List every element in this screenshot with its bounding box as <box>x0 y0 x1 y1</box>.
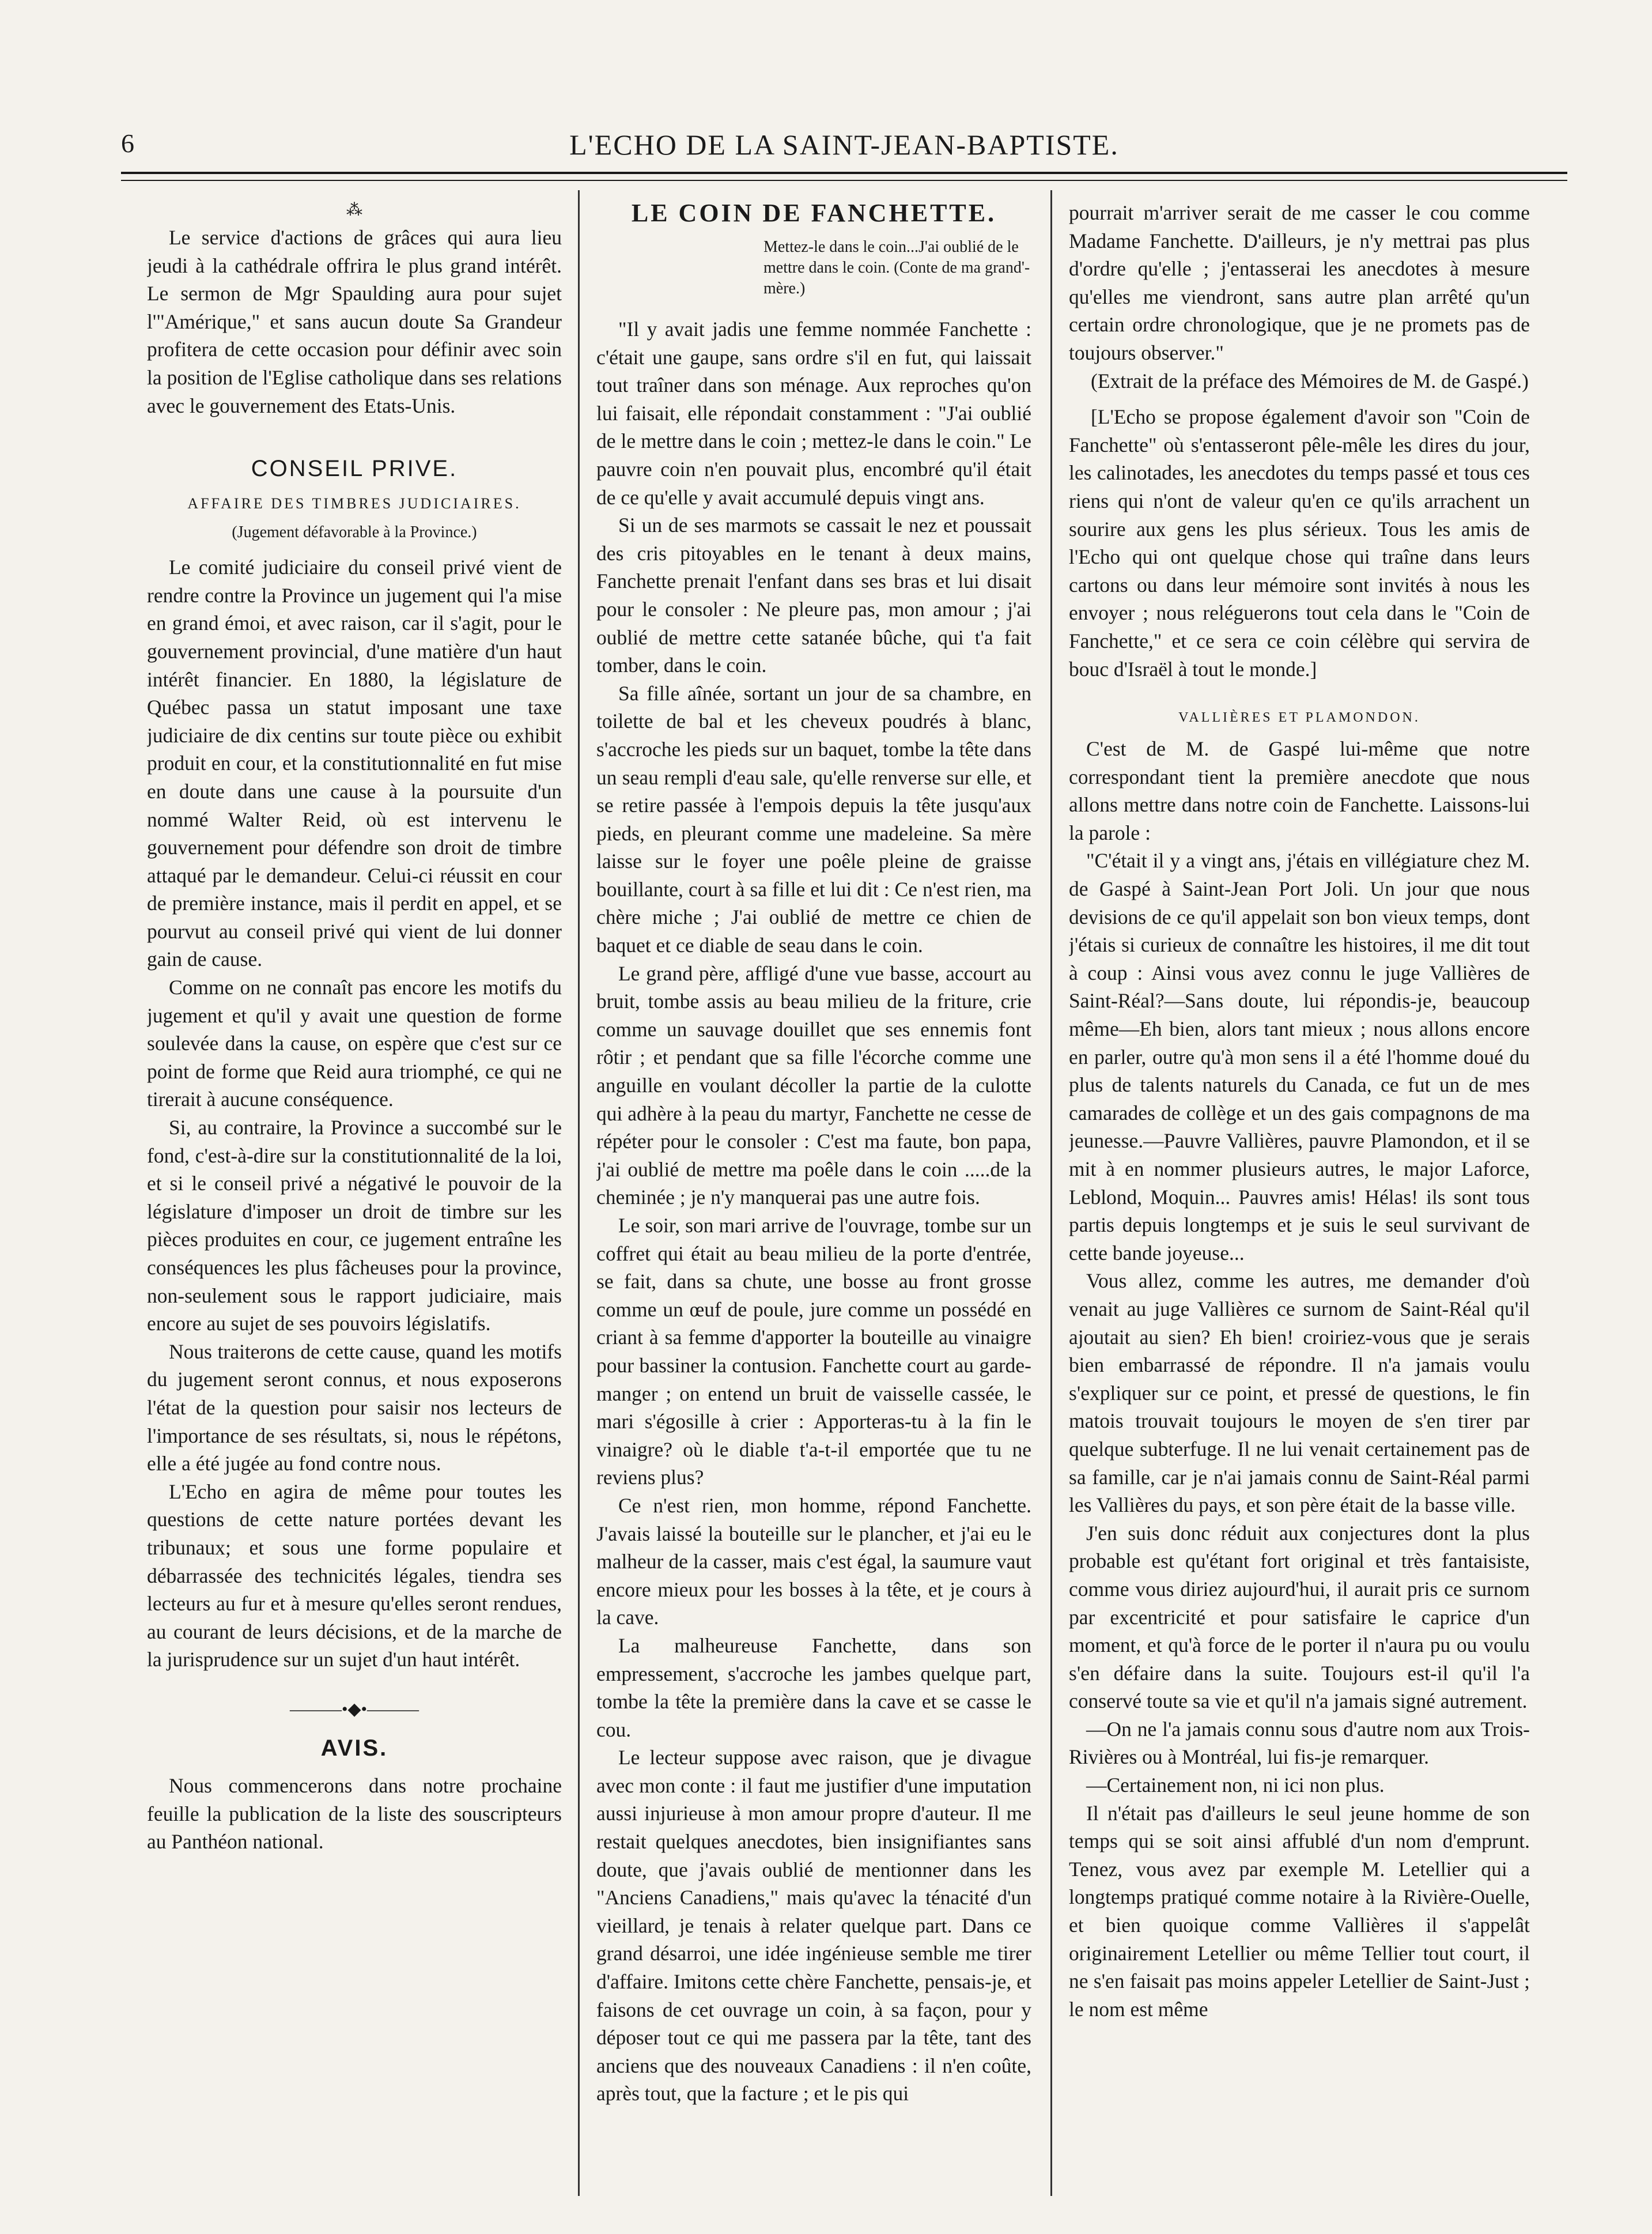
paragraph: pourrait m'arriver serait de me casser le cou comme Madame Fanchette. D'ailleurs, je n'y mettrai pas plus d'ordre qu'elle ; j'entasserai les anecdotes à mesure qu'elles me viendront, sans autre plan arrêté qu'un certain ordre chronologique, que je ne promets pas de toujours observer." <box>1069 201 1530 364</box>
paragraph: —Certainement non, ni ici non plus. <box>1086 1773 1385 1797</box>
paragraph: Nous commencerons dans notre prochaine feuille la publication de la liste des souscripteurs au Panthéon national. <box>147 1773 562 1854</box>
ornament-divider: ———•◆•——— <box>289 1699 419 1719</box>
header-rule-thin <box>121 180 1567 181</box>
paragraph: "Il y avait jadis une femme nommée Fanchette : c'était une gaupe, sans ordre s'il en fut, qui laissait tout traîner dans son ménage. Aux reproches qu'on lui faisait, elle répondait constamment : "J'ai oublié de le mettre dans le coin ; mettez-le dans le coin." Le pauvre coin n'en pouvait plus, encombré qu'il était de ce qu'elle y avait accumulé depuis vingt ans. <box>596 318 1031 509</box>
paragraph: —On ne l'a jamais connu sous d'autre nom aux Trois-Rivières ou à Montréal, lui fis-je remarquer. <box>1069 1717 1530 1769</box>
page-header <box>121 128 1567 168</box>
epigraph: Mettez-le dans le coin...J'ai oublié de le mettre dans le coin. (Conte de ma grand'-mère.) <box>763 238 1030 297</box>
page-number: 6 <box>121 129 134 158</box>
paragraph: Vous allez, comme les autres, me demander d'où venait au juge Vallières ce surnom de Saint-Réal qu'il ajoutait au sien? Eh bien! croiriez-vous que je serais bien embarrassé de répondre. Il n'a jamais voulu s'expliquer sur ce point, et pressé de questions, le fin matois trouvait toujours le moyen de s'en tirer par quelque subterfuge. Il ne lui venait certainement pas de sa famille, car je n'ai jamais connu de Saint-Réal parmi les Vallières du pays, et son père était de la basse ville. <box>1069 1269 1530 1517</box>
paragraph: Ce n'est rien, mon homme, répond Fanchette. J'avais laissé la bouteille sur le plancher, et j'ai eu le malheur de la casser, mais c'est égal, la saumure vaut encore mieux pour les bosses à la tête, et je cours à la cave. <box>596 1493 1031 1629</box>
header-rule-thick <box>121 172 1567 174</box>
paragraph: Il n'était pas d'ailleurs le seul jeune homme de son temps qui se soit ainsi affublé d'un nom d'emprunt. Tenez, vous avez par exemple M. Letellier qui a longtemps pratiqué comme notaire à la Rivière-Ouelle, et bien quoique comme Vallières il s'appelât originairement Letellier ou même Tellier tout court, il ne s'en faisait pas moins appeler Letellier de Saint-Just ; le nom est même <box>1069 1801 1530 2021</box>
paragraph: Le service d'actions de grâces qui aura lieu jeudi à la cathédrale offrira le plus grand intérêt. Le sermon de Mgr Spaulding aura pour sujet l'"Amérique," et sans aucun doute Sa Grandeur profitera de cette occasion pour définir avec soin la position de l'Eglise catholique dans ses relations avec le gouvernement des Etats-Unis. <box>147 226 562 417</box>
paragraph: L'Echo en agira de même pour toutes les questions de cette nature portées devant les tribunaux; et sous une forme populaire et débarrassée des technicités légales, tiendra ses lecteurs au fur et à mesure qu'elles seront rendues, au courant de leurs décisions, et de la marche de la jurisprudence sur un sujet d'un haut intérêt. <box>147 1480 562 1671</box>
asterism: ⁂ <box>346 201 362 219</box>
paragraph: Comme on ne connaît pas encore les motifs du jugement et qu'il y avait une question de forme soulevée dans la cause, on espère que c'est sur ce point de forme que Reid aura triomphé, ce qui ne tirerait à aucune conséquence. <box>147 976 562 1111</box>
running-title: L'ECHO DE LA SAINT-JEAN-BAPTISTE. <box>569 129 1119 161</box>
paragraph: J'en suis donc réduit aux conjectures dont la plus probable est qu'étant fort original et très fantaisiste, comme vous diriez aujourd'hui, il aurait pris ce surnom par excentricité et pour satisfaire le caprice d'un moment, et qu'à force de le porter il n'aura pu ou voulu s'en défaire dans la suite. Toujours est-il qu'il l'a conservé toute sa vie et qu'il n'a jamais signé autrement. <box>1069 1521 1530 1713</box>
section-title-conseil: CONSEIL PRIVE. <box>251 456 458 482</box>
paragraph: Si, au contraire, la Province a succombé sur le fond, c'est-à-dire sur la constitutionnalité de la loi, et si le conseil privé a négativé le pouvoir de la législature d'imposer un droit de timbre sur les pièces produites en cour, ce jugement entraîne les conséquences les plus fâcheuses pour la province, non-seulement sous le rapport judiciaire, mais encore au sujet de ses pouvoirs législatifs. <box>147 1116 562 1335</box>
paragraph: Le soir, son mari arrive de l'ouvrage, tombe sur un coffret qui était au beau milieu de la porte d'entrée, se fait, dans sa chute, une bosse au front grosse comme un œuf de poule, jure comme un possédé en criant à sa femme d'apporter la bouteille au vinaigre pour bassiner la contusion. Fanchette court au garde-manger ; on entend un bruit de vaisselle cassée, le mari s'égosille à crier : Apporteras-tu à la fin le vinaigre? où le diable t'a-t-il emportée que tu ne reviens plus? <box>596 1214 1031 1489</box>
paragraph: Le grand père, affligé d'une vue basse, accourt au bruit, tombe assis au beau milieu de la friture, crie comme un sauvage douillet que ses ennemis font rôtir ; et pendant que sa fille l'écorche comme une anguille en voulant décoller la partie de la culotte qui adhère à la peau du martyr, Fanchette ne cesse de répéter pour le consoler : C'est ma faute, bon papa, j'ai oublié de mettre ma poêle dans le coin .....de la cheminée ; je n'y manquerai pas une autre fois. <box>596 961 1031 1209</box>
column-right <box>1069 199 1530 2193</box>
paragraph: Si un de ses marmots se cassait le nez et poussait des cris pitoyables en le tenant à deux mains, Fanchette prenait l'enfant dans ses bras et lui disait pour le consoler : Ne pleure pas, mon amour ; j'ai oublié de mettre cette satanée bûche, qui t'a fait tomber, dans le coin. <box>596 514 1031 677</box>
paragraph: Le lecteur suppose avec raison, que je divague avec mon conte : il faut me justifier d'une imputation aussi injurieuse à mon amour propre d'auteur. Il me restait quelques anecdotes, bien insignifiantes sans doute, que j'avais oublié de mentionner dans les "Anciens Canadiens," mais qu'avec la ténacité d'un vieillard, je tenais à relater quelque part. Dans ce grand désarroi, une idée ingénieuse semble me tirer d'affaire. Imitons cette chère Fanchette, pensais-je, et faisons de cet ouvrage un coin, à sa façon, pour y déposer tout ce qui me passera par la tête, tant des anciens que des nouveaux Canadiens : il n'en coûte, après tout, que la facture ; et le pis qui <box>596 1746 1031 2105</box>
paragraph: La malheureuse Fanchette, dans son empressement, s'accroche les jambes quelque part, tombe la tête la première dans la cave et se casse le cou. <box>596 1633 1031 1741</box>
section-subtitle: VALLIÈRES ET PLAMONDON. <box>1178 710 1420 726</box>
paragraph: (Extrait de la préface des Mémoires de M. de Gaspé.) <box>1091 369 1529 393</box>
paragraph: "C'était il y a vingt ans, j'étais en villégiature chez M. de Gaspé à Saint-Jean Port Joli. Un jour que nous devisions de ce qu'il appelait son bon vieux temps, dont j'étais si curieux de connaître les histoires, il me dit tout à coup : Ainsi vous avez connu le juge Vallières de Saint-Réal?—Sans doute, lui répondis-je, beaucoup même—Eh bien, alors tant mieux ; nous allons encore en parler, outre qu'à mon sens il a été l'homme doué du plus de talents naturels du Canada, ce fut un de mes camarades de collège et un des gais compagnons de ma jeunesse.—Pauvre Vallières, pauvre Plamondon, et il se mit à en nommer plusieurs autres, le major Laforce, Leblond, Moquin... Pauvres amis! Hélas! ils sont tous partis depuis longtemps et je suis le seul survivant de cette bande joyeuse... <box>1069 849 1530 1265</box>
paragraph: [L'Echo se propose également d'avoir son "Coin de Fanchette" où s'entasseront pêle-mêle les dires du jour, les calinotades, les anecdotes du temps passé et tous ces riens qui n'ont de valeur qu'en ce qu'ils arrachent un sourire aux gens les plus sérieux. Tous les amis de l'Echo qui ont quelque chose qui traîne dans leurs cartons ou dans leur mémoire sont invités à nous les envoyer ; nous reléguerons tout cela dans le "Coin de Fanchette," et ce sera ce coin célèbre qui servira de bouc d'Israël à tout le monde.] <box>1069 405 1530 681</box>
article-title: LE COIN DE FANCHETTE. <box>631 199 997 227</box>
paragraph: Sa fille aînée, sortant un jour de sa chambre, en toilette de bal et les cheveux poudrés à blanc, s'accroche les pieds sur un baquet, tombe la tête dans un seau rempli d'eau sale, qu'elle renverse sur elle, et se retire passée à l'empois depuis la tête jusqu'aux pieds, en pleurant comme une madeleine. Sa mère laisse sur le foyer une poêle pleine de graisse bouillante, court à sa fille et lui dit : Ce n'est rien, ma chère miche ; J'ai oublié de mettre ce chien de baquet et ce diable de seau dans le coin. <box>596 681 1031 957</box>
paragraph: Nous traiterons de cette cause, quand les motifs du jugement seront connus, et nous exposerons l'état de la question pour saisir nos lecteurs de l'importance de ses résultats, si, nous le répétons, elle a été jugée au fond contre nous. <box>147 1339 562 1476</box>
article-body <box>1069 735 1530 2023</box>
paragraph: C'est de M. de Gaspé lui-même que notre correspondant tient la première anecdote que nous allons mettre dans notre coin de Fanchette. Laissons-lui la parole : <box>1069 737 1530 844</box>
paragraph: Le comité judiciaire du conseil privé vient de rendre contre la Province un jugement qui l'a mise en grand émoi, et avec raison, car il s'agit, pour le gouvernement provincial, d'une matière d'un haut intérêt financier. En 1880, la législature de Québec passa un statut imposant une taxe judiciaire de dix centins sur toute pièce ou exhibit produit en cour, et la constitutionnalité en fut mise en doute dans une cause à la poursuite d'un nommé Walter Reid, où est intervenu le gouvernement pour défendre son droit de timbre attaqué par le demandeur. Celui-ci réussit en cour de première instance, mais il perdit en appel, et se pourvut au conseil privé qui vient de lui donner gain de cause. <box>147 556 562 971</box>
column-left <box>147 199 562 2193</box>
section-subtitle: AFFAIRE DES TIMBRES JUDICIAIRES. <box>187 495 521 512</box>
column-divider-2 <box>1050 190 1052 2196</box>
column-middle <box>596 199 1031 2193</box>
column-divider-1 <box>578 190 580 2196</box>
section-title-avis: AVIS. <box>320 1735 388 1761</box>
section-note: (Jugement défavorable à la Province.) <box>232 523 477 542</box>
